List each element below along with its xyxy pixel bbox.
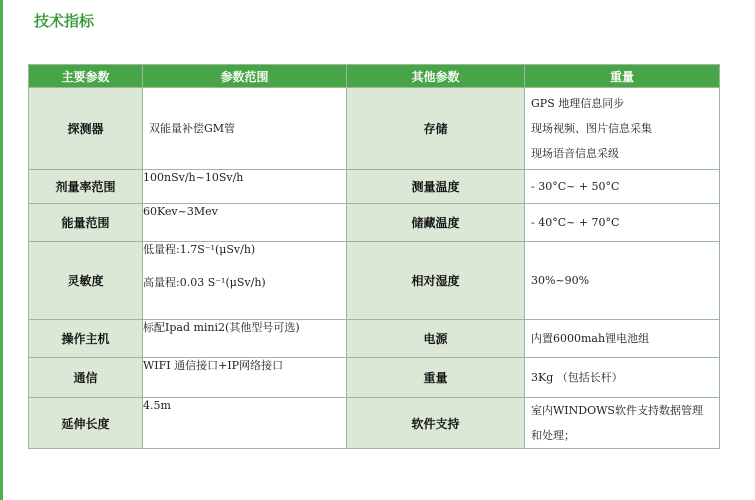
header-cell: 重量 — [525, 65, 720, 88]
param-name: 探测器 — [29, 88, 143, 170]
table-row — [29, 320, 720, 358]
param-value: - 40°C~ + 70°C — [525, 204, 720, 242]
param-name: 测量温度 — [347, 170, 525, 204]
left-accent-bar — [0, 0, 3, 500]
param-value: 60Kev~3Mev — [143, 204, 347, 242]
param-name: 灵敏度 — [29, 242, 143, 320]
param-name: 延伸长度 — [29, 398, 143, 449]
param-value — [525, 88, 720, 170]
param-value: 双能量补偿GM管 — [143, 88, 347, 170]
spec-table — [28, 64, 720, 449]
value-line: 现场语音信息采级 — [531, 147, 619, 160]
header-cell: 参数范围 — [143, 65, 347, 88]
value-line: 低量程:1.7S⁻¹(μSv/h) — [143, 243, 256, 256]
value-line: 室内WINDOWS软件支持数据管理 — [531, 404, 703, 417]
table-row — [29, 358, 720, 398]
table-row — [29, 170, 720, 204]
param-value: 3Kg （包括长杆） — [525, 358, 720, 398]
param-value: 标配Ipad mini2(其他型号可选) — [143, 320, 347, 358]
table-row — [29, 88, 720, 170]
param-name: 电源 — [347, 320, 525, 358]
value-line: 高量程:0.03 S⁻¹(μSv/h) — [143, 276, 266, 289]
header-cell: 其他参数 — [347, 65, 525, 88]
param-name: 能量范围 — [29, 204, 143, 242]
param-value — [143, 242, 347, 320]
table-header-row — [29, 65, 720, 88]
param-value: 4.5m — [143, 398, 347, 449]
param-value: 100nSv/h~10Sv/h — [143, 170, 347, 204]
value-line: GPS 地理信息同步 — [531, 97, 625, 110]
value-spacer — [143, 257, 346, 275]
param-value: 30%~90% — [525, 242, 720, 320]
table-row — [29, 398, 720, 449]
param-name: 储藏温度 — [347, 204, 525, 242]
param-name: 相对湿度 — [347, 242, 525, 320]
table-row — [29, 242, 720, 320]
table-row — [29, 204, 720, 242]
header-cell: 主要参数 — [29, 65, 143, 88]
param-name: 存储 — [347, 88, 525, 170]
page-title: 技术指标 — [34, 12, 95, 30]
value-line: 现场视频、图片信息采集 — [531, 122, 652, 135]
value-line: 和处理； — [531, 429, 575, 442]
param-name: 通信 — [29, 358, 143, 398]
param-name: 软件支持 — [347, 398, 525, 449]
param-value: WIFI 通信接口+IP网络接口 — [143, 358, 347, 398]
param-value: 内置6000mah锂电池组 — [525, 320, 720, 358]
param-name: 重量 — [347, 358, 525, 398]
param-name: 操作主机 — [29, 320, 143, 358]
param-value: - 30°C~ + 50°C — [525, 170, 720, 204]
param-value — [525, 398, 720, 449]
param-name: 剂量率范围 — [29, 170, 143, 204]
